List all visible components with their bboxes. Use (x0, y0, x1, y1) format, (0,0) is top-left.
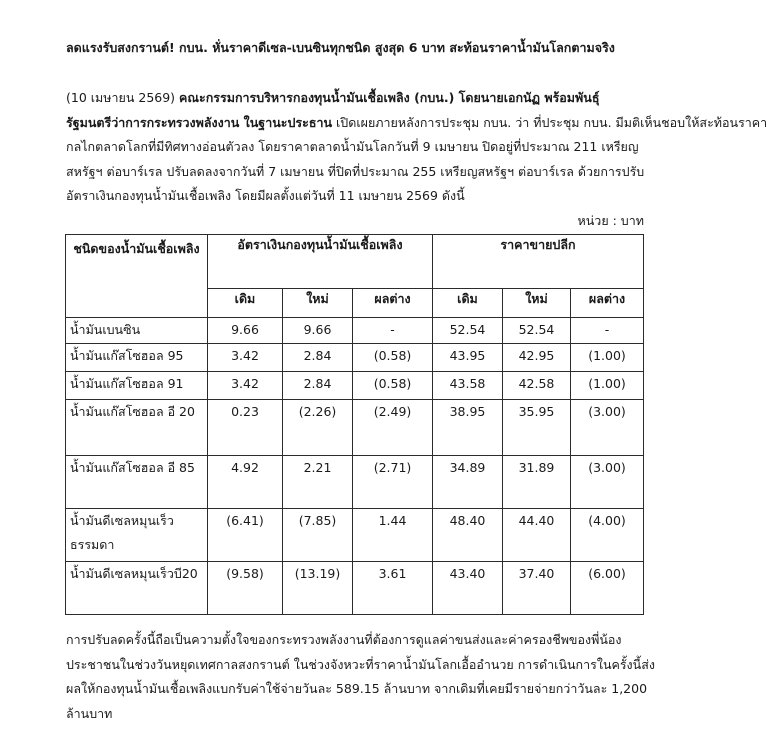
cell-fund-new: (2.26) (283, 400, 353, 456)
fuel-name-cell: น้ำมันดีเซลหมุนเร็วธรรมดา (66, 509, 208, 562)
col-header-fund-old: เดิม (208, 289, 283, 318)
cell-retail-new: 37.40 (503, 562, 571, 615)
col-header-retail-old: เดิม (433, 289, 503, 318)
col-header-fuel-type: ชนิดของน้ำมันเชื้อเพลิง (66, 235, 208, 318)
fuel-name-cell: น้ำมันแก๊สโซฮอล อี 85 (66, 456, 208, 509)
cell-retail-new: 42.95 (503, 344, 571, 372)
table-row (66, 318, 644, 344)
cell-fund-new: 2.84 (283, 344, 353, 372)
intro-paragraph (66, 86, 767, 209)
cell-retail-diff: (1.00) (571, 344, 644, 372)
col-header-fund-new: ใหม่ (283, 289, 353, 318)
cell-retail-old: 38.95 (433, 400, 503, 456)
intro-bold-minister: รัฐมนตรีว่าการกระทรวงพลังงาน ในฐานะประธาน (66, 114, 333, 130)
cell-fund-diff: (2.71) (353, 456, 433, 509)
cell-fund-new: 9.66 (283, 318, 353, 344)
cell-fund-diff: (2.49) (353, 400, 433, 456)
cell-retail-diff: (6.00) (571, 562, 644, 615)
table-row (66, 456, 644, 509)
intro-line-1 (66, 86, 656, 111)
cell-retail-old: 43.95 (433, 344, 503, 372)
cell-retail-diff: (3.00) (571, 456, 644, 509)
cell-retail-diff: - (571, 318, 644, 344)
col-header-retail-new: ใหม่ (503, 289, 571, 318)
cell-retail-diff: (1.00) (571, 372, 644, 400)
cell-fund-old: 3.42 (208, 344, 283, 372)
cell-fund-old: 3.42 (208, 372, 283, 400)
unit-label: หน่วย : บาท (577, 213, 644, 228)
fuel-name-cell: น้ำมันแก๊สโซฮอล 91 (66, 372, 208, 400)
fuel-name-cell: น้ำมันเบนซิน (66, 318, 208, 344)
cell-fund-diff: 1.44 (353, 509, 433, 562)
col-group-fund-rate: อัตราเงินกองทุนน้ำมันเชื้อเพลิง (208, 235, 433, 289)
intro-bold-committee: คณะกรรมการบริหารกองทุนน้ำมันเชื้อเพลิง (กบน.) โดยนายเอกนัฏ พร้อมพันธุ์ (179, 90, 600, 105)
intro-line-5: อัตราเงินกองทุนน้ำมันเชื้อเพลิง โดยมีผลตั้งแต่วันที่ 11 เมษายน 2569 ดังนี้ (66, 188, 465, 203)
cell-fund-old: 9.66 (208, 318, 283, 344)
cell-fund-new: 2.21 (283, 456, 353, 509)
cell-retail-old: 43.58 (433, 372, 503, 400)
cell-retail-old: 34.89 (433, 456, 503, 509)
table-row (66, 562, 644, 615)
cell-retail-old: 48.40 (433, 509, 503, 562)
table-header-row (66, 235, 644, 289)
cell-retail-diff: (3.00) (571, 400, 644, 456)
cell-fund-new: (13.19) (283, 562, 353, 615)
cell-retail-old: 43.40 (433, 562, 503, 615)
cell-retail-new: 42.58 (503, 372, 571, 400)
cell-fund-old: 0.23 (208, 400, 283, 456)
intro-date: (10 เมษายน 2569) (66, 90, 176, 105)
intro-line-4: สหรัฐฯ ต่อบาร์เรล ปรับลดลงจากวันที่ 7 เมษายน ที่ปิดที่ประมาณ 255 เหรียญสหรัฐฯ ต่อบาร์เรล ด้วยการปรับ (66, 163, 645, 179)
cell-fund-diff: - (353, 318, 433, 344)
col-header-retail-diff: ผลต่าง (571, 289, 644, 318)
cell-retail-old: 52.54 (433, 318, 503, 344)
cell-fund-old: 4.92 (208, 456, 283, 509)
intro-line-2 (66, 111, 767, 136)
cell-retail-diff: (4.00) (571, 509, 644, 562)
col-group-retail-price: ราคาขายปลีก (433, 235, 644, 289)
table-row (66, 344, 644, 372)
table-row (66, 372, 644, 400)
cell-fund-new: (7.85) (283, 509, 353, 562)
headline: ลดแรงรับสงกรานต์! กบน. หั่นราคาดีเซล-เบนซินทุกชนิด สูงสุด 6 บาท สะท้อนราคาน้ำมันโลกตามจริง (66, 40, 615, 55)
cell-fund-old: (9.58) (208, 562, 283, 615)
cell-fund-diff: (0.58) (353, 344, 433, 372)
cell-retail-new: 44.40 (503, 509, 571, 562)
col-header-fund-diff: ผลต่าง (353, 289, 433, 318)
cell-fund-diff: 3.61 (353, 562, 433, 615)
table-row (66, 509, 644, 562)
cell-fund-diff: (0.58) (353, 372, 433, 400)
cell-fund-old: (6.41) (208, 509, 283, 562)
cell-retail-new: 35.95 (503, 400, 571, 456)
fuel-name-cell: น้ำมันแก๊สโซฮอล 95 (66, 344, 208, 372)
closing-paragraph: การปรับลดครั้งนี้ถือเป็นความตั้งใจของกระทรวงพลังงานที่ต้องการดูแลค่าขนส่งและค่าครองชีพของพี่น้องประชาชนในช่วงวันหยุดเทศกาลสงกรานต์ ในช่วงจังหวะที่ราคาน้ำมันโลกเอื้ออำนวย การดำเนินการในครั้งนี้ส่งผลให้กองทุนน้ำมันเชื้อเพลิงแบกรับค่าใช้จ่ายวันละ 589.15 ล้านบาท จากเดิมที่เคยมีรายจ่ายกว่าวันละ 1,200 ล้านบาท (66, 632, 655, 721)
cell-retail-new: 52.54 (503, 318, 571, 344)
table-row (66, 400, 644, 456)
cell-retail-new: 31.89 (503, 456, 571, 509)
fuel-name-cell: น้ำมันดีเซลหมุนเร็วบี20 (66, 562, 208, 615)
intro-line-3: กลไกตลาดโลกที่มีทิศทางอ่อนตัวลง โดยราคาตลาดน้ำมันโลกวันที่ 9 เมษายน ปิดอยู่ที่ประมาณ 211 เหรียญ (66, 139, 639, 154)
fuel-price-table (65, 234, 644, 615)
cell-fund-new: 2.84 (283, 372, 353, 400)
fuel-name-cell: น้ำมันแก๊สโซฮอล อี 20 (66, 400, 208, 456)
intro-line-2-rest: เปิดเผยภายหลังการประชุม กบน. ว่า ที่ประชุม กบน. มีมติเห็นชอบให้สะท้อนราคา (332, 114, 767, 130)
